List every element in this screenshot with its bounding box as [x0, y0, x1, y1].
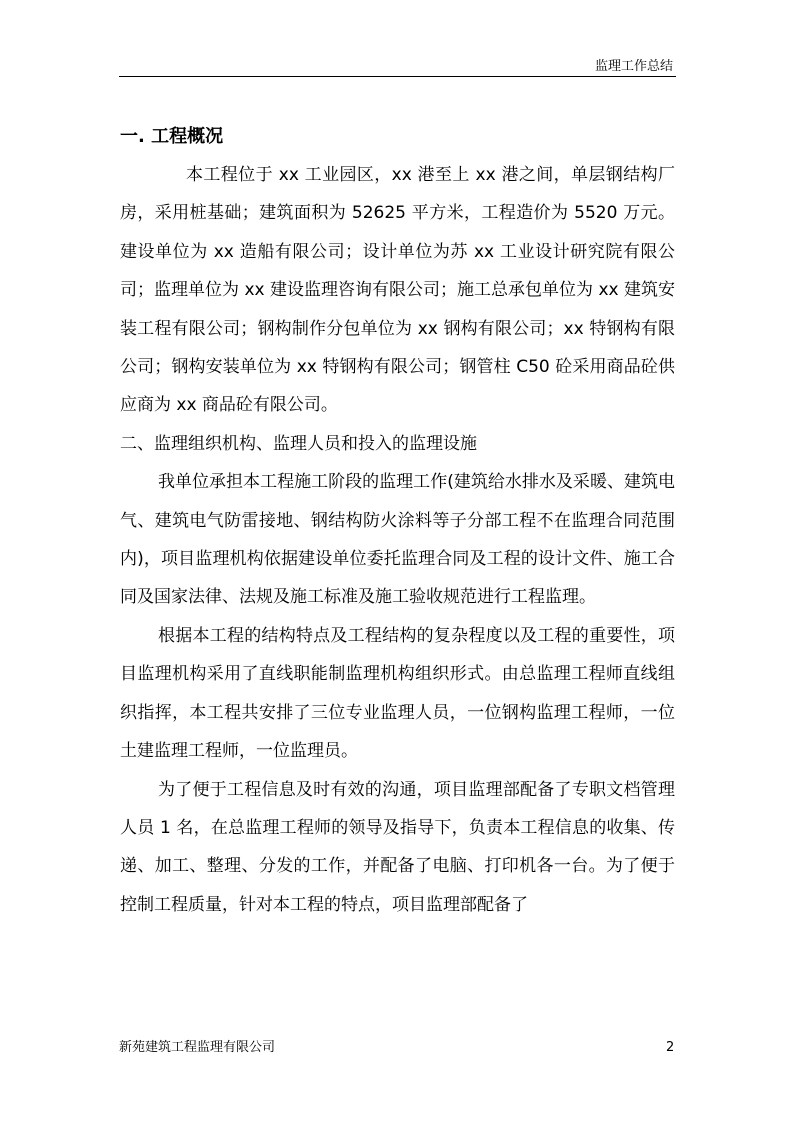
organization-paragraph-1: 我单位承担本工程施工阶段的监理工作(建筑给水排水及采暖、建筑电气、建筑电气防雷接地、钢结构防火涂料等子分部工程不在监理合同范围内)，项目监理机构依据建设单位委托监理合同及工程的设计文件、施工合同及国家法律、法规及施工标准及施工验收规范进行工程监理。: [120, 472, 675, 608]
overview-paragraph: 本工程位于 xx 工业园区，xx 港至上 xx 港之间，单层钢结构厂房，采用桩基础；建筑面积为 52625 平方米，工程造价为 5520 万元。建设单位为 xx 造船有限公司；设计单位为苏 xx 工业设计研究院有限公司；监理单位为 xx 建设监理咨询有限公司；施工总承包单位为 xx 建筑安装工程有限公司；钢构制作分包单位为 xx 钢构有限公司；xx 特钢构有限公司；钢构安装单位为 xx 特钢构有限公司；钢管柱 C50 砼采用商品砼供应商为 xx 商品砼有限公司。: [120, 165, 675, 416]
organization-paragraph-2: 根据本工程的结构特点及工程结构的复杂程度以及工程的重要性，项目监理机构采用了直线职能制监理机构组织形式。由总监理工程师直线组织指挥，本工程共安排了三位专业监理人员，一位钢构监理工程师，一位土建监理工程师，一位监理员。: [120, 625, 675, 762]
page-header-title: 监理工作总结: [594, 59, 673, 74]
section-heading-organization: 二、监理组织机构、监理人员和投入的监理设施: [120, 433, 477, 454]
document-body: [120, 118, 675, 924]
footer-page-number: 2: [666, 1040, 675, 1055]
header-divider: [119, 76, 676, 77]
footer-company-name: 新苑建筑工程监理有限公司: [119, 1040, 276, 1055]
section-heading-overview: 一. 工程概况: [120, 126, 224, 147]
organization-paragraph-3: 为了便于工程信息及时有效的沟通，项目监理部配备了专职文档管理人员 1 名，在总监理工程师的领导及指导下，负责本工程信息的收集、传递、加工、整理、分发的工作，并配备了电脑、打印机各一台。为了便于控制工程质量，针对本工程的特点，项目监理部配备了: [120, 779, 675, 915]
